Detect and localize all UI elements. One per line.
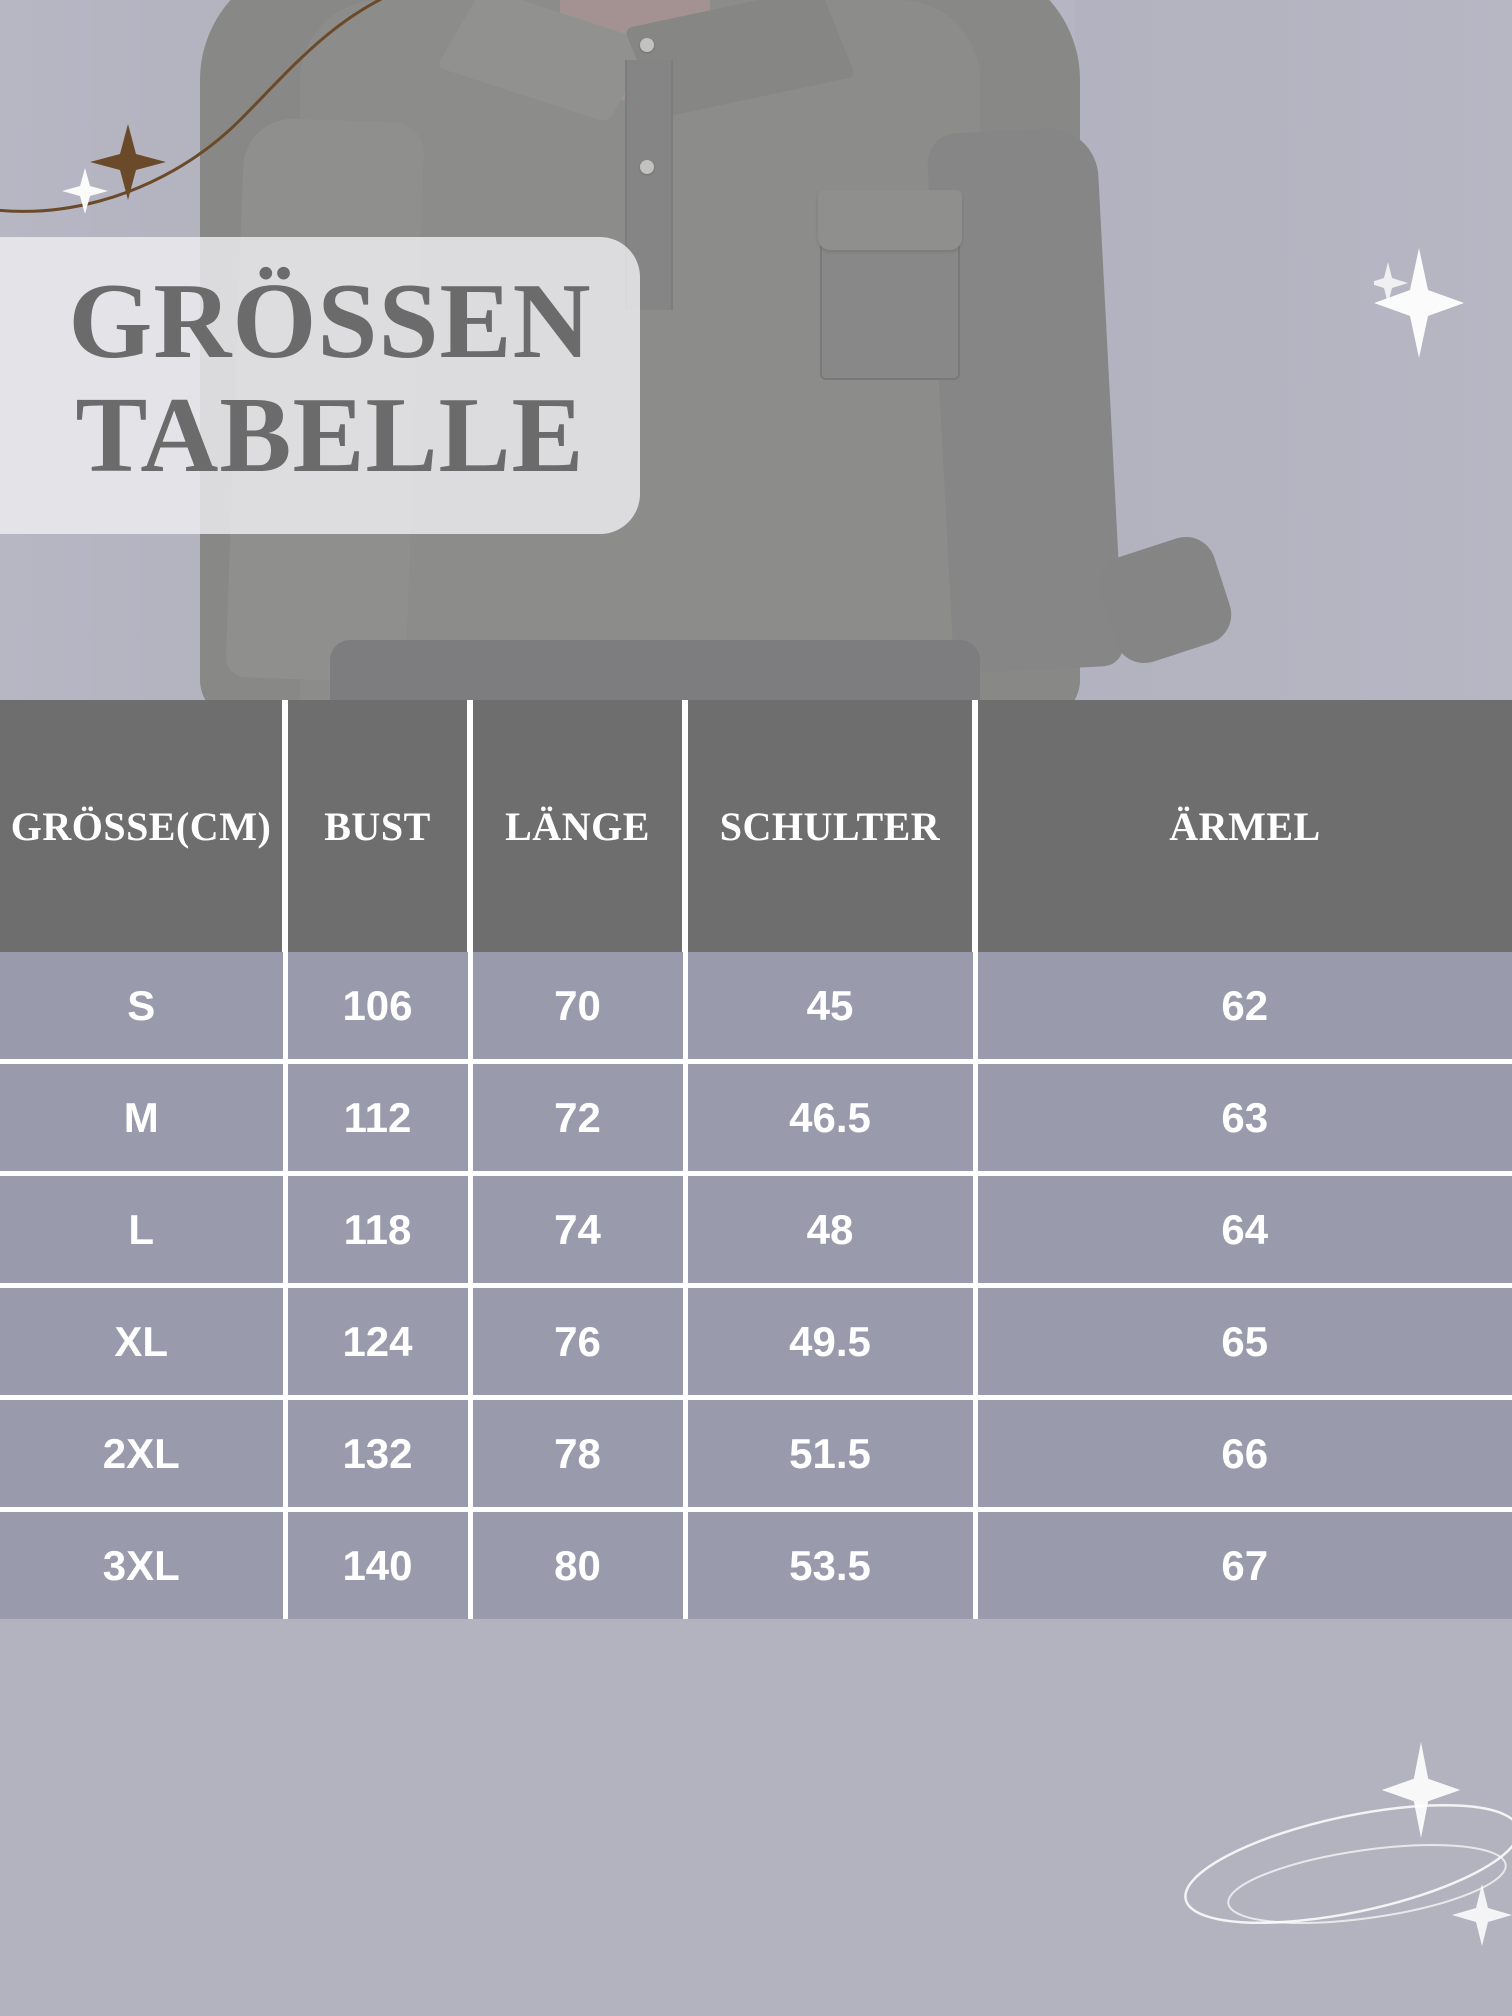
cell-length: 74 bbox=[470, 1174, 685, 1286]
column-header-shoulder: SCHULTER bbox=[685, 700, 975, 952]
cell-shoulder: 53.5 bbox=[685, 1510, 975, 1620]
cell-bust: 140 bbox=[285, 1510, 470, 1620]
cell-size: 2XL bbox=[0, 1398, 285, 1510]
size-table-container bbox=[0, 700, 1512, 1619]
cell-size: M bbox=[0, 1062, 285, 1174]
table-row bbox=[0, 1510, 1512, 1620]
cell-size: L bbox=[0, 1174, 285, 1286]
cell-size: XL bbox=[0, 1286, 285, 1398]
column-header-length: LÄNGE bbox=[470, 700, 685, 952]
table-row bbox=[0, 1286, 1512, 1398]
cell-sleeve: 64 bbox=[975, 1174, 1512, 1286]
cell-bust: 132 bbox=[285, 1398, 470, 1510]
page-title-line-2: TABELLE bbox=[75, 376, 585, 496]
cell-shoulder: 48 bbox=[685, 1174, 975, 1286]
cell-bust: 124 bbox=[285, 1286, 470, 1398]
table-row bbox=[0, 1062, 1512, 1174]
bottom-strip bbox=[0, 1976, 1512, 2016]
cell-length: 72 bbox=[470, 1062, 685, 1174]
cell-shoulder: 51.5 bbox=[685, 1398, 975, 1510]
cell-bust: 106 bbox=[285, 952, 470, 1062]
size-table bbox=[0, 700, 1512, 1619]
cell-size: 3XL bbox=[0, 1510, 285, 1620]
page-title bbox=[60, 262, 600, 496]
cell-size: S bbox=[0, 952, 285, 1062]
table-row bbox=[0, 1174, 1512, 1286]
cell-sleeve: 67 bbox=[975, 1510, 1512, 1620]
cell-sleeve: 66 bbox=[975, 1398, 1512, 1510]
cell-length: 78 bbox=[470, 1398, 685, 1510]
table-row bbox=[0, 1398, 1512, 1510]
cell-length: 80 bbox=[470, 1510, 685, 1620]
cell-sleeve: 63 bbox=[975, 1062, 1512, 1174]
cell-length: 70 bbox=[470, 952, 685, 1062]
page-title-line-1: GRÖSSEN bbox=[68, 262, 592, 381]
cell-shoulder: 49.5 bbox=[685, 1286, 975, 1398]
cell-shoulder: 46.5 bbox=[685, 1062, 975, 1174]
table-header-row bbox=[0, 700, 1512, 952]
column-header-bust: BUST bbox=[285, 700, 470, 952]
cell-sleeve: 65 bbox=[975, 1286, 1512, 1398]
cell-bust: 112 bbox=[285, 1062, 470, 1174]
cell-shoulder: 45 bbox=[685, 952, 975, 1062]
column-header-sleeve: ÄRMEL bbox=[975, 700, 1512, 952]
cell-bust: 118 bbox=[285, 1174, 470, 1286]
cell-length: 76 bbox=[470, 1286, 685, 1398]
page-title-card bbox=[0, 237, 640, 534]
orbit-swirl-icon bbox=[1152, 1734, 1512, 1984]
table-row bbox=[0, 952, 1512, 1062]
cell-sleeve: 62 bbox=[975, 952, 1512, 1062]
column-header-size: GRÖSSE(CM) bbox=[0, 700, 285, 952]
